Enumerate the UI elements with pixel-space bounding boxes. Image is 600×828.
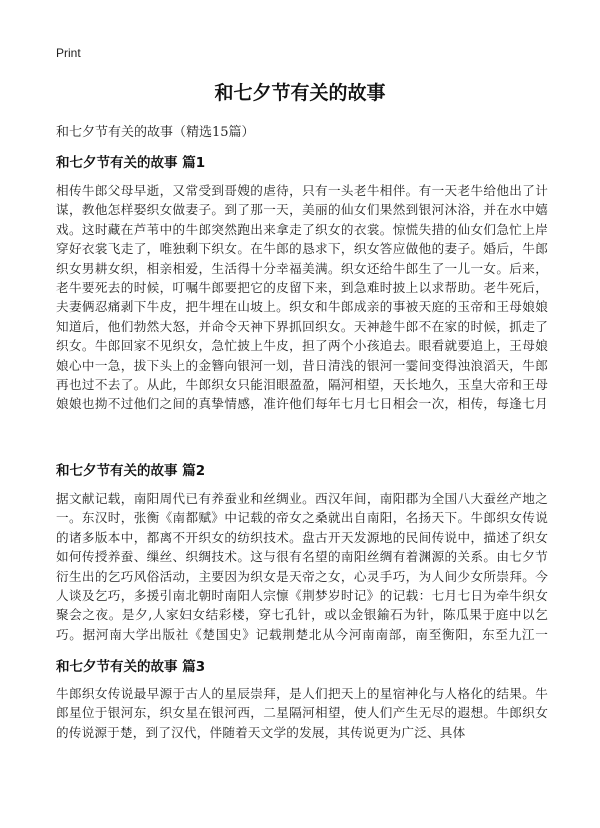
section-paragraph-3: 牛郎织女传说最早源于古人的星辰崇拜，是人们把天上的星宿神化与人格化的结果。牛郎星位于银河东，织女星在银河西，二星隔河相望，使人们产生无尽的遐想。牛郎织女的传说源于楚，到了汉代，伴随着天文学的发展，其传说更为广泛、具体: [56, 686, 548, 740]
section-paragraph-1: 相传牛郎父母早逝，又常受到哥嫂的虐待，只有一头老牛相伴。有一天老牛给他出了计谋，教他怎样娶织女做妻子。到了那一天，美丽的仙女们果然到银河沐浴，并在水中嬉戏。这时藏在芦苇中的牛郎突然跑出来拿走了织女的衣裳。惊慌失措的仙女们急忙上岸穿好衣裳飞走了，唯独剩下织女。在牛郎的恳求下，织女答应做他的妻子。婚后，牛郎织女男耕女织，相亲相爱，生活得十分幸福美满。织女还给牛郎生了一儿一女。后来，老牛要死去的时候，叮嘱牛郎要把它的皮留下来，到急难时披上以求帮助。老牛死后，夫妻俩忍痛剥下牛皮，把牛埋在山坡上。织女和牛郎成亲的事被天庭的玉帝和王母娘娘知道后，他们勃然大怒，并命令天神下界抓回织女。天神趁牛郎不在家的时候，抓走了织女。牛郎回家不见织女，急忙披上牛皮，担了两个小孩追去。眼看就要追上，王母娘娘心中一急，拔下头上的金簪向银河一划，昔日清浅的银河一霎间变得浊浪滔天，牛郎再也过不去了。从此，牛郎织女只能泪眼盈盈，隔河相望，天长地久，玉皇大帝和王母娘娘也拗不过他们之间的真挚情感，准许他们每年七月七日相会一次，相传，每逢七月: [56, 183, 548, 411]
section-paragraph-2: 据文献记载，南阳周代已有养蚕业和丝绸业。西汉年间，南阳郡为全国八大蚕丝产地之一。东汉时，张衡《南都赋》中记载的帝女之桑就出自南阳，名扬天下。牛郎织女传说的诸多版本中，都离不开织女的纺织技术。盘古开天发源地的民间传说中，描述了织女如何传授养蚕、缫丝、织绸技术。这与很有名望的南阳丝绸有着渊源的关系。由七夕节衍生出的乞巧风俗活动，主要因为织女是天帝之女，心灵手巧，为人间少女所崇拜。今人谈及乞巧，多援引南北朝时南阳人宗懔《荆梦岁时记》的记载：七月七日为牵牛织女聚会之夜。是夕,人家妇女结彩楼，穿七孔针，或以金银鍮石为针，陈瓜果于庭中以乞巧。据河南大学出版社《楚国史》记载荆楚北从今河南南部，南至衡阳，东至九江一: [56, 491, 548, 642]
print-label: Print: [56, 46, 81, 60]
section-heading-1: 和七夕节有关的故事 篇1: [56, 155, 206, 171]
section-heading-2: 和七夕节有关的故事 篇2: [56, 463, 206, 479]
document-subtitle: 和七夕节有关的故事（精选15篇）: [56, 125, 255, 140]
section-heading-3: 和七夕节有关的故事 篇3: [56, 659, 206, 675]
document-title: 和七夕节有关的故事: [214, 82, 386, 104]
